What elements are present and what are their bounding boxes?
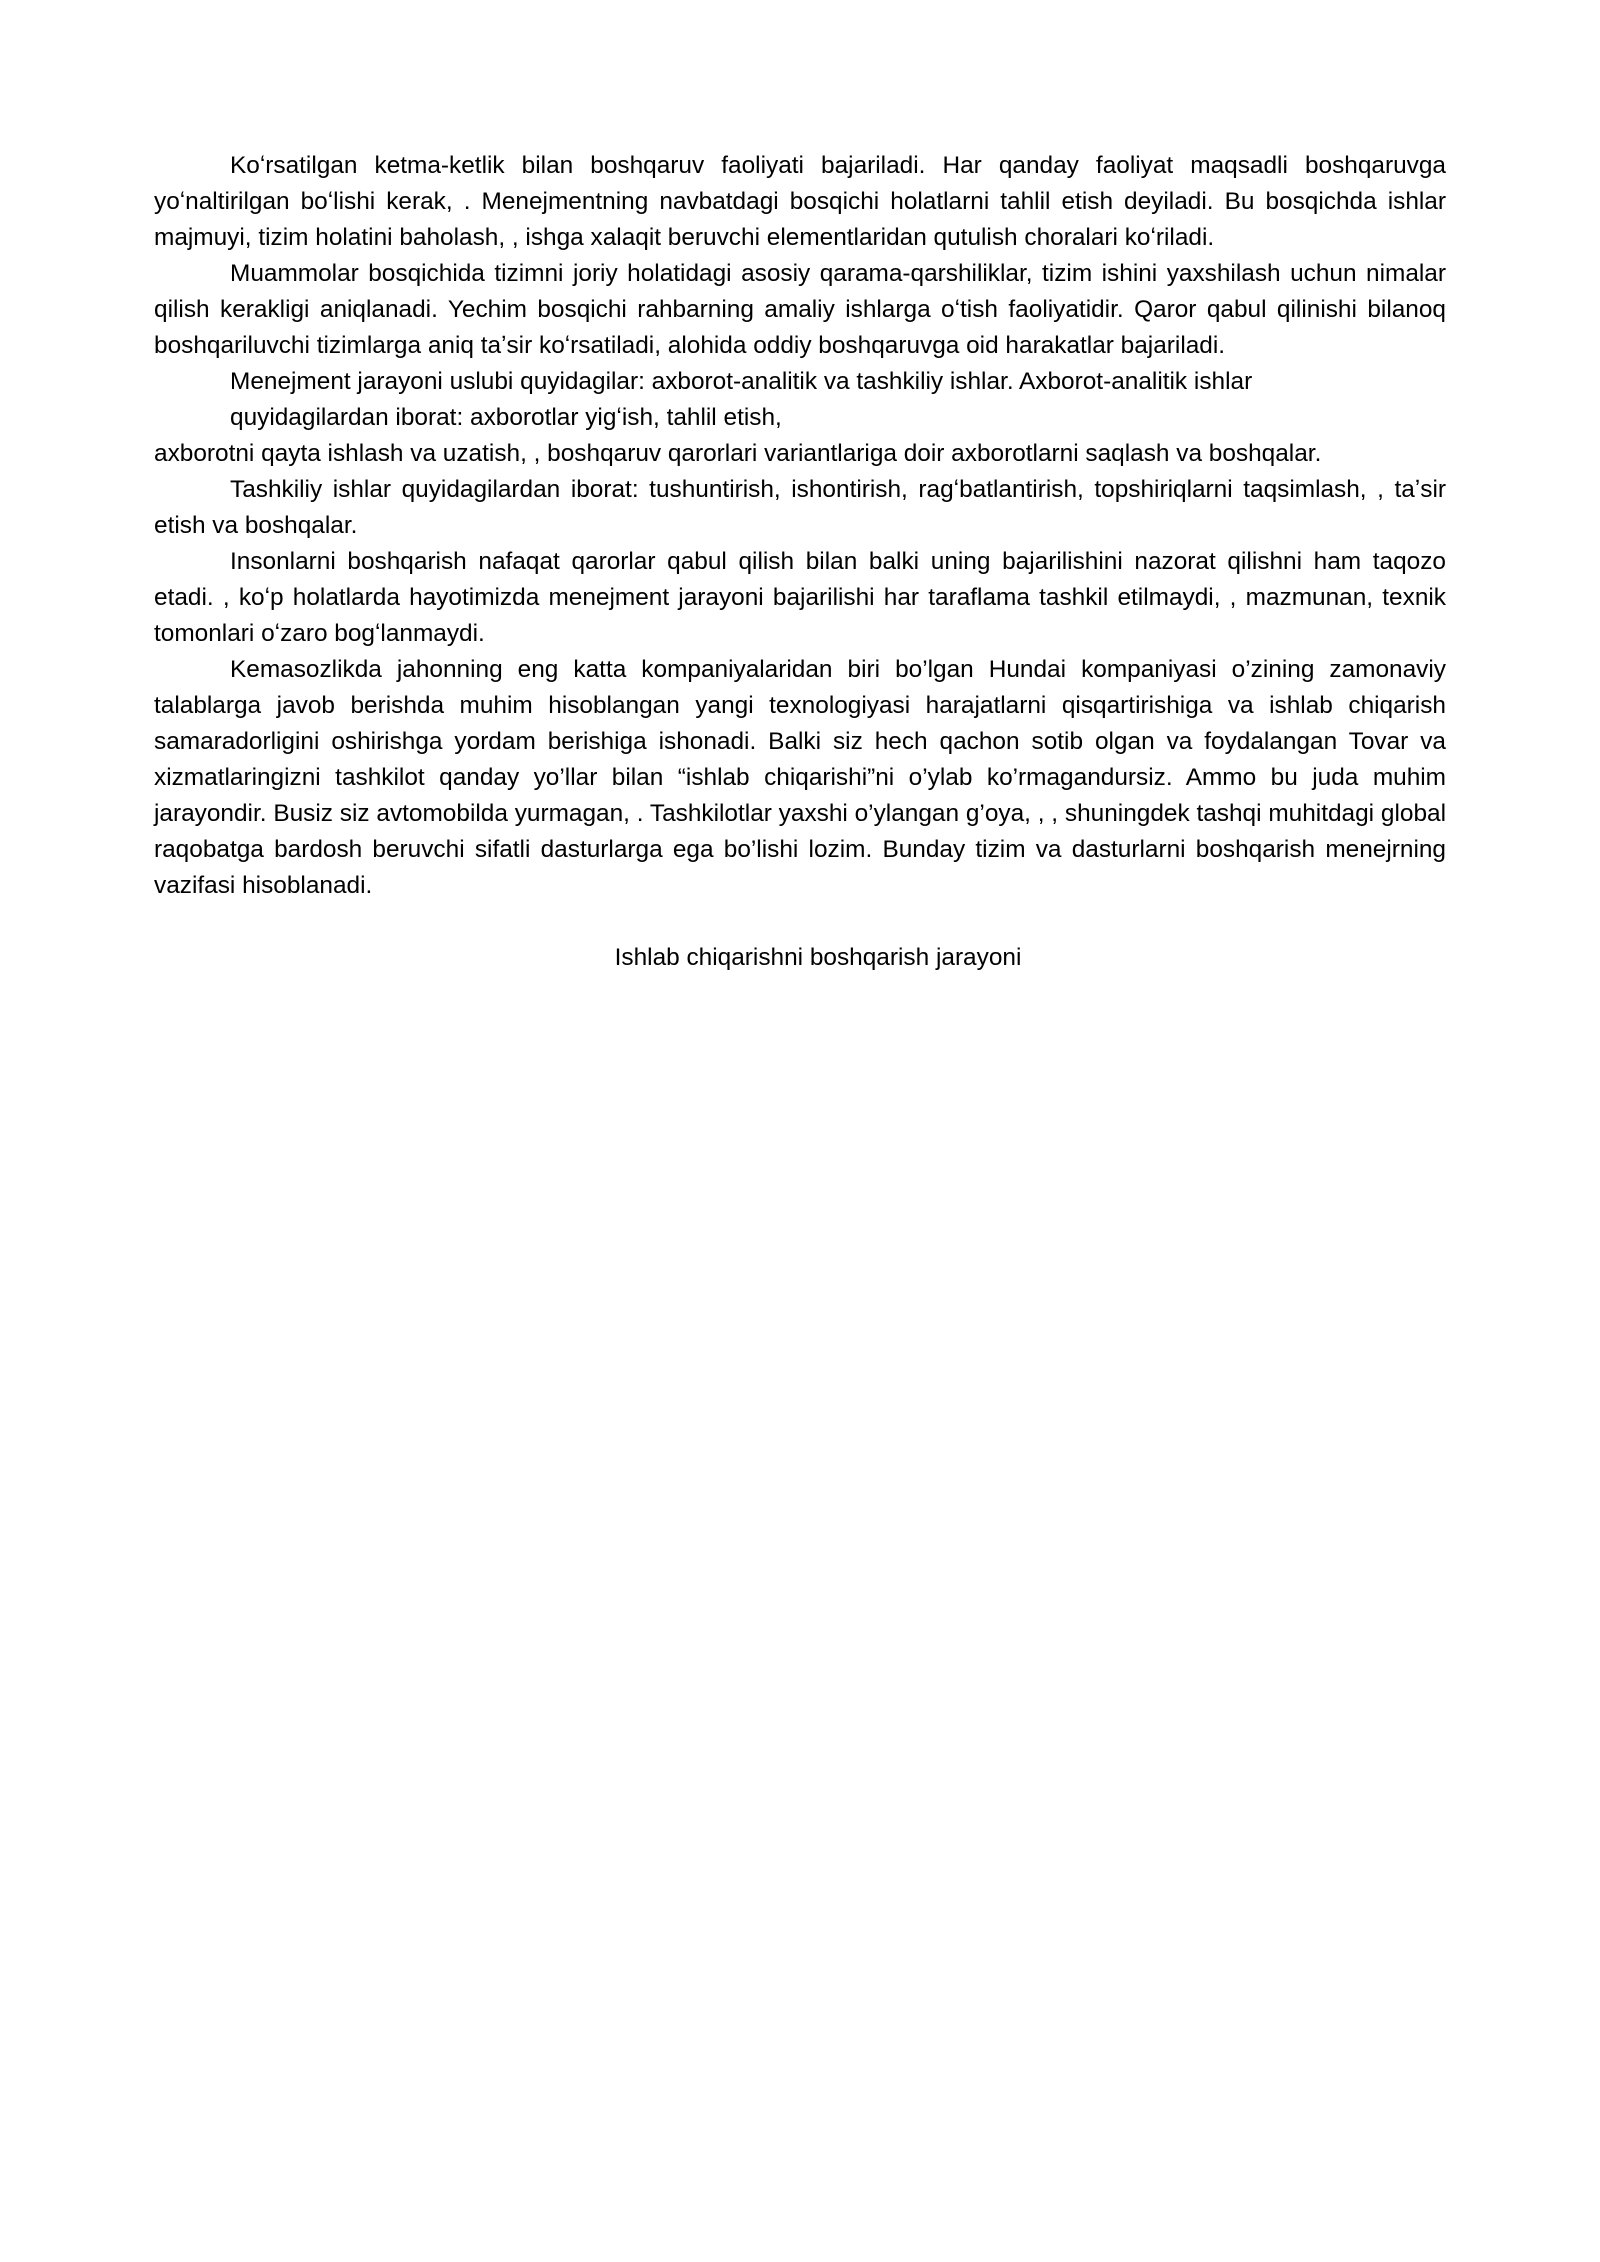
figure-caption: Ishlab chiqarishni boshqarish jarayoni (614, 944, 1022, 971)
paragraph-4: Tashkiliy ishlar quyidagilardan iborat: tushuntirish, ishontirish, ragʻbatlantirish, topshiriqlarni taqsimlash, , taʼsir etish va boshqalar. (154, 476, 1446, 539)
paragraph-6: Kemasozlikda jahonning eng katta kompaniyalaridan biri bo’lgan Hundai kompaniyasi o’zining zamonaviy talablarga javob berishda muhim hisoblangan yangi texnologiyasi harajatlarni qisqartirishiga va ishlab chiqarish samaradorligini oshirishga yordam berishiga ishonadi. Balki siz hech qachon sotib olgan va foydalangan Tovar va xizmatlaringizni tashkilot qanday yo’llar bilan “ishlab chiqarishi”ni o’ylab ko’rmagandursiz. Ammo bu juda muhim jarayondir. Busiz siz avtomobilda yurmagan, . Tashkilotlar yaxshi o’ylangan g’oya, , , shuningdek tashqi muhitdagi global raqobatga bardosh beruvchi sifatli dasturlarga ega bo’lishi lozim. Bunday tizim va dasturlarni boshqarish menejrning vazifasi hisoblanadi. (154, 656, 1446, 899)
paragraph-5: Insonlarni boshqarish nafaqat qarorlar qabul qilish bilan balki uning bajarilishini nazorat qilishni ham taqozo etadi. , koʻp holatlarda hayotimizda menejment jarayoni bajarilishi har taraflama tashkil etilmaydi, , mazmunan, texnik tomonlari oʻzaro bogʻlanmaydi. (154, 548, 1446, 647)
paragraph-3-continuation: quyidagilardan iborat: axborotlar yigʻish, tahlil etish, (230, 404, 782, 431)
paragraph-3-tail: axborotni qayta ishlash va uzatish, , boshqaruv qarorlari variantlariga doir axborotlarni saqlash va boshqalar. (154, 440, 1322, 467)
paragraph-3: Menejment jarayoni uslubi quyidagilar: axborot-analitik va tashkiliy ishlar. Axborot-analitik ishlar (230, 368, 1253, 395)
document-page (154, 148, 1446, 976)
paragraph-2: Muammolar bosqichida tizimni joriy holatidagi asosiy qarama-qarshiliklar, tizim ishini yaxshilash uchun nimalar qilish kerakligi aniqlanadi. Yechim bosqichi rahbarning amaliy ishlarga oʻtish faoliyatidir. Qaror qabul qilinishi bilanoq boshqariluvchi tizimlarga aniq taʼsir koʻrsatiladi, alohida oddiy boshqaruvga oid harakatlar bajariladi. (154, 260, 1446, 359)
paragraph-1: Koʻrsatilgan ketma-ketlik bilan boshqaruv faoliyati bajariladi. Har qanday faoliyat maqsadli boshqaruvga yoʻnaltirilgan boʻlishi kerak, . Menejmentning navbatdagi bosqichi holatlarni tahlil etish deyiladi. Bu bosqichda ishlar majmuyi, tizim holatini baholash, , ishga xalaqit beruvchi elementlaridan qutulish choralari koʻriladi. (154, 152, 1446, 251)
